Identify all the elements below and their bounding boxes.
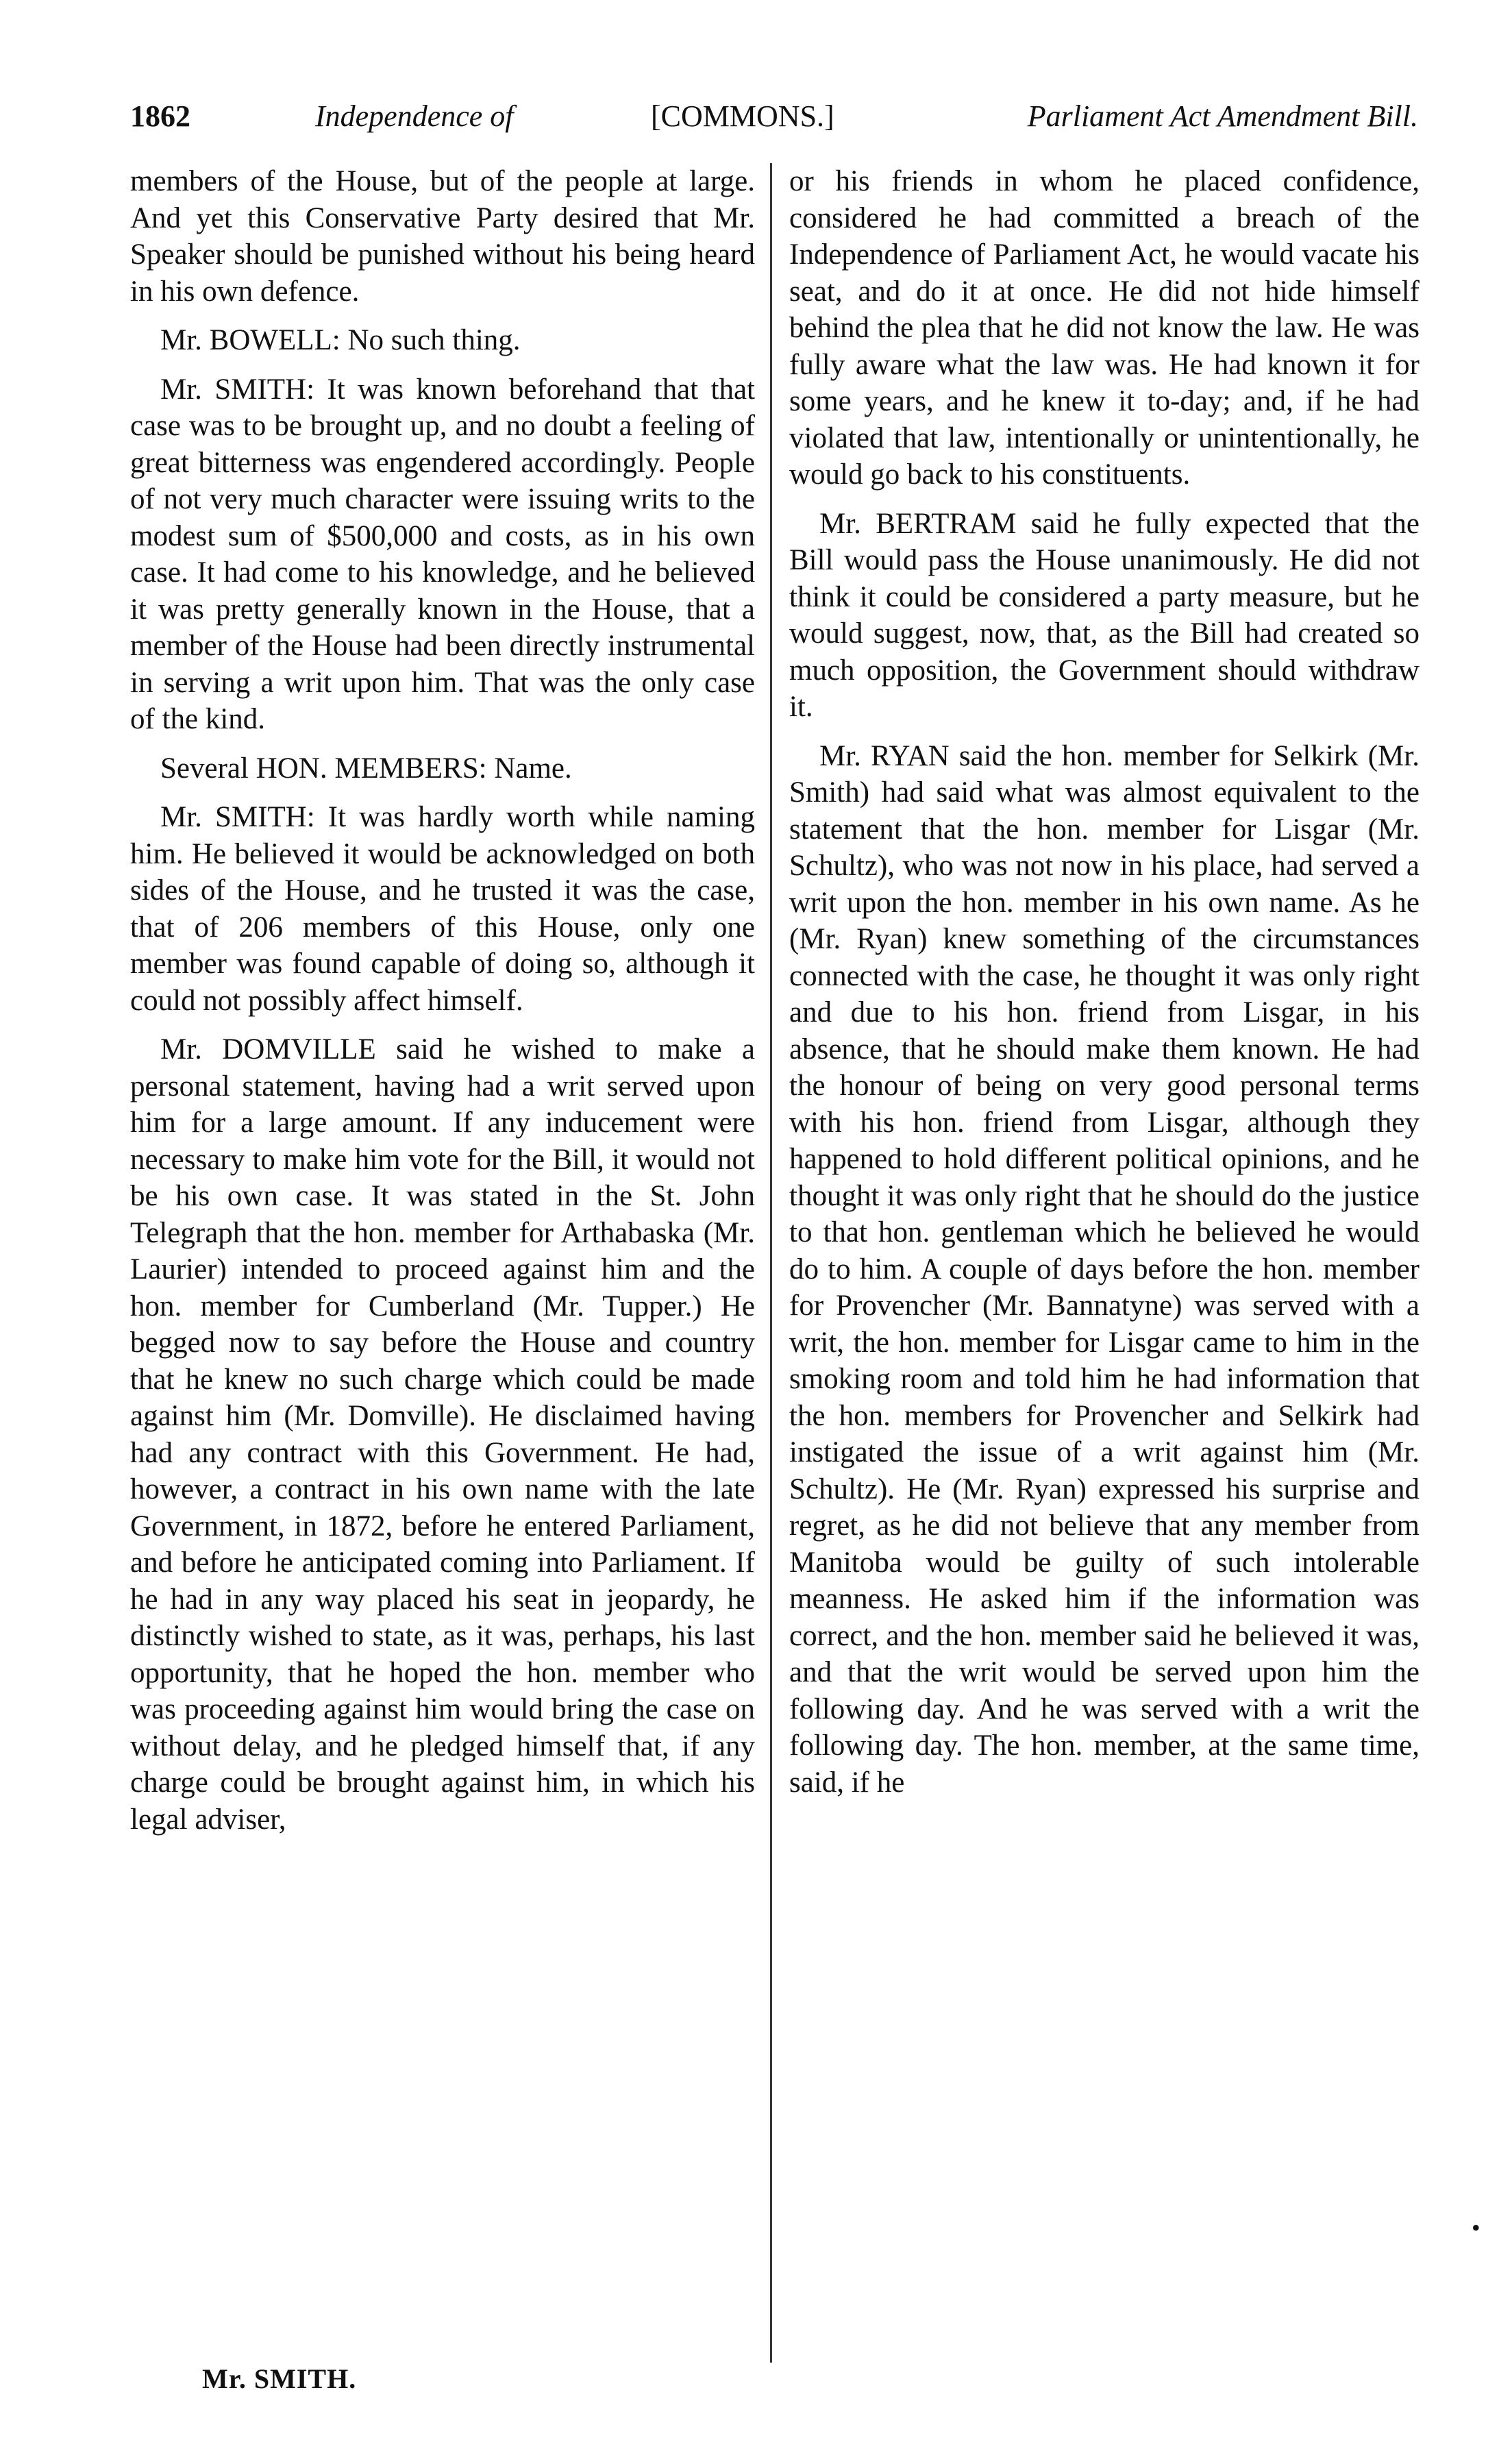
- paragraph: Several HON. MEMBERS: Name.: [160, 752, 572, 785]
- paragraph: Mr. SMITH: It was hardly worth while naming him. He believed it would be acknowledged on both sides of the House, and he trusted it was the case, that of 206 members of this House, only one member was found capable of doing so, although it could not possibly affect himself.: [130, 801, 755, 1017]
- paragraph: members of the House, but of the people at large. And yet this Conservative Party desired that Mr. Speaker should be punished without his being heard in his own defence.: [130, 165, 755, 308]
- left-column: [130, 163, 755, 1850]
- page-number: 1862: [130, 99, 190, 133]
- paragraph: Mr. SMITH: It was known beforehand that that case was to be brought up, and no doubt a feeling of great bitterness was engendered accordingly. People of not very much character were issuing writs to the modest sum of $500,000 and costs, as in his own case. It had come to his knowledge, and he believed it was pretty generally known in the House, that a member of the House had been directly instrumental in serving a writ upon him. That was the only case of the kind.: [130, 373, 755, 735]
- paragraph: Mr. DOMVILLE said he wished to make a personal statement, having had a writ served upon him for a large amount. If any inducement were necessary to make him vote for the Bill, it would not be his own case. It was stated in the St. John Telegraph that the hon. member for Arthabaska (Mr. Laurier) intended to proceed against him and the hon. member for Cumberland (Mr. Tupper.) He begged now to say before the House and country that he knew no such charge which could be made against him (Mr. Domville). He disclaimed having had any contract with this Government. He had, however, a contract in his own name with the late Government, in 1872, before he entered Parliament, and before he anticipated coming into Parliament. If he had in any way placed his seat in jeopardy, he distinctly wished to state, as it was, perhaps, his last opportunity, that he hoped the hon. member who was proceeding against him would bring the case on without delay, and he pledged himself that, if any charge could be brought against him, in which his legal adviser,: [130, 1033, 755, 1836]
- running-title-center: [COMMONS.]: [651, 99, 834, 133]
- paragraph: Mr. RYAN said the hon. member for Selkirk (Mr. Smith) had said what was almost equivalent to the statement that the hon. member for Lisgar (Mr. Schultz), who was not now in his place, had served a writ upon the hon. member in his own name. As he (Mr. Ryan) knew something of the circumstances connected with the case, he thought it was only right and due to his hon. friend from Lisgar, in his absence, that he should make them known. He had the honour of being on very good personal terms with his hon. friend from Lisgar, although they happened to hold different political opinions, and he thought it was only right that he should do the justice to that hon. gentleman which he believed he would do to him. A couple of days before the hon. member for Provencher (Mr. Bannatyne) was served with a writ, the hon. member for Lisgar came to him in the smoking room and told him he had information that the hon. members for Provencher and Selkirk had instigated the issue of a writ against him (Mr. Schultz). He (Mr. Ryan) expressed his surprise and regret, as he did not believe that any member from Manitoba would be guilty of such intolerable meanness. He asked him if the information was correct, and the hon. member said he believed it was, and that the writ would be served upon him the following day. And he was served with a writ the following day. The hon. member, at the same time, said, if he: [789, 739, 1420, 1799]
- stray-mark: •: [1472, 2214, 1480, 2241]
- column-divider: [770, 163, 772, 2363]
- paragraph: Mr. BOWELL: No such thing.: [160, 324, 521, 356]
- right-column: [789, 163, 1420, 1813]
- running-title-right: Parliament Act Amendment Bill.: [1027, 99, 1418, 133]
- paragraph: Mr. BERTRAM said he fully expected that the Bill would pass the House unanimously. He did not think it could be considered a party measure, but he would suggest, now, that, as the Bill had created so much opposition, the Government should withdraw it.: [789, 507, 1420, 723]
- paragraph: or his friends in whom he placed confidence, considered he had committed a breach of the Independence of Parliament Act, he would vacate his seat, and do it at once. He did not hide himself behind the plea that he did not know the law. He was fully aware what the law was. He had known it for some years, and he knew it to-day; and, if he had violated that law, intentionally or unintentionally, he would go back to his constituents.: [789, 165, 1420, 491]
- catchword: Mr. SMITH.: [202, 2363, 357, 2394]
- page-header: [130, 95, 1418, 143]
- running-title-left: Independence of: [315, 99, 514, 133]
